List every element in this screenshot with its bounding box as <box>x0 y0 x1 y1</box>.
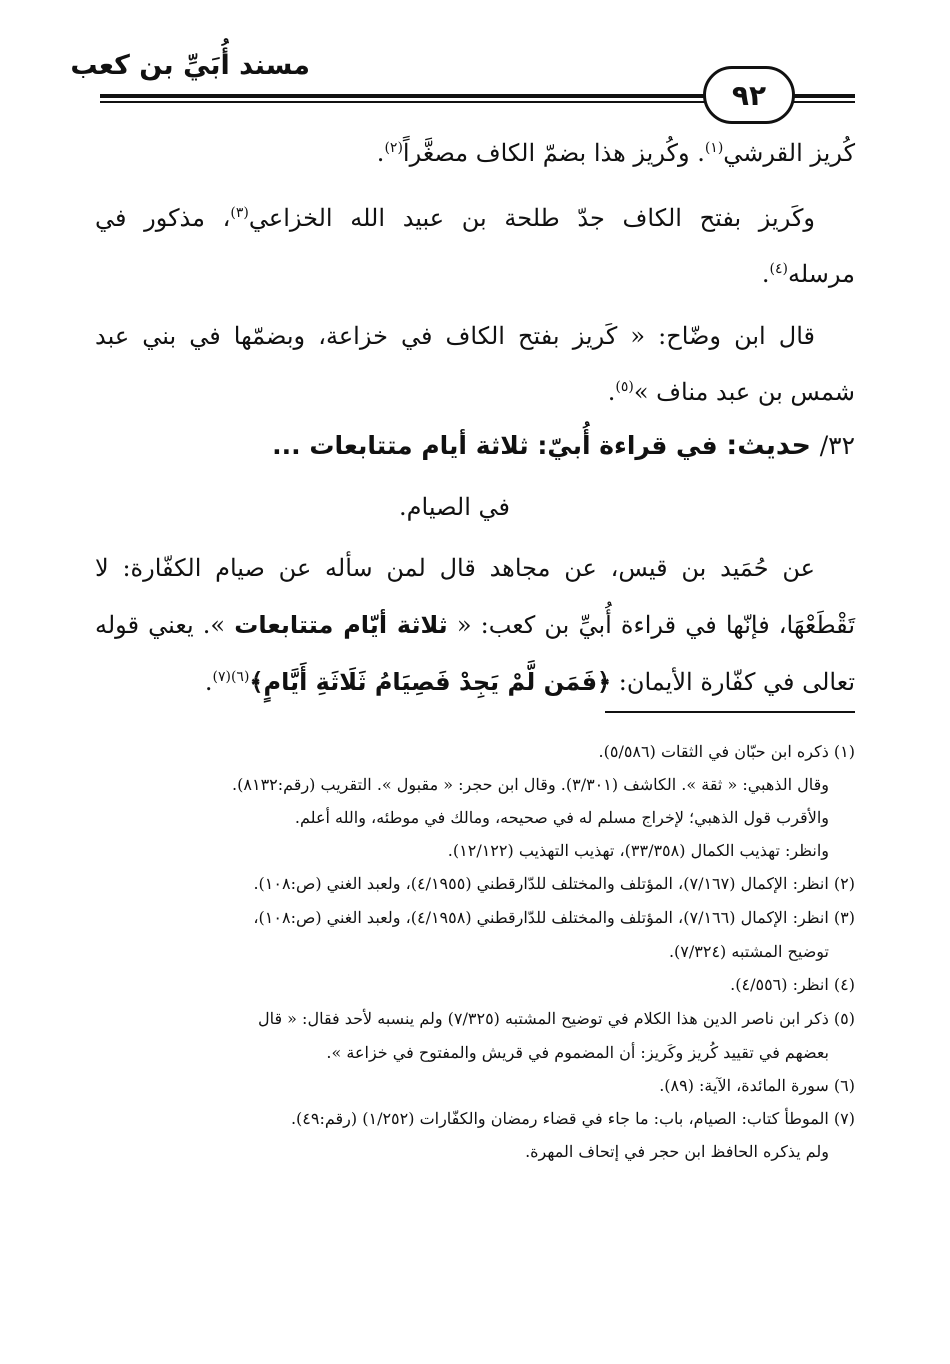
text: وكَريز بفتح الكاف جدّ طلحة بن عبيد الله الخزاعي <box>248 204 815 232</box>
footnote-ref-4: (٤) <box>769 261 788 277</box>
text: . <box>376 139 385 167</box>
footnote-ref-2: (٢) <box>384 140 403 156</box>
footnote-1: (١) ذكره ابن حبّان في الثقات (٥/٥٨٦). <box>598 742 855 761</box>
text: . <box>761 260 770 288</box>
footnote-7: (٧) الموطأ كتاب: الصيام، باب: ما جاء في قضاء رمضان والكفّارات (١/٢٥٢) (رقم:٤٩). <box>290 1109 855 1128</box>
hadith-number: ٣٢/ <box>819 431 855 460</box>
paragraph-karaiz-khuzai <box>95 190 855 302</box>
footnote-ref-1: (١) <box>704 140 724 156</box>
text: . وكُريز هذا بضمّ الكاف مصغَّراً <box>402 139 705 167</box>
hadith-subline: في الصيام. <box>399 493 510 521</box>
footnote-ref-6-7: (٦)(٧) <box>212 669 250 685</box>
quran-verse: ﴿فَمَن لَّمْ يَجِدْ فَصِيَامُ ثَلَاثَةِ أَيَّامٍ﴾ <box>249 668 612 696</box>
footnote-4: (٤) انظر: (٤/٥٥٦). <box>730 975 855 994</box>
footnote-7-line-2: ولم يذكره الحافظ ابن حجر في إتحاف المهرة. <box>525 1142 829 1161</box>
page-number: ٩٢ <box>703 66 795 124</box>
footnote-ref-3: (٣) <box>230 205 249 221</box>
hadith-title: في قراءة أُبيّ: ثلاثة أيام متتابعات ... <box>272 431 718 460</box>
footnote-5: (٥) ذكر ابن ناصر الدين هذا الكلام في توضيح المشتبه (٧/٣٢٥) ولم ينسبه لأحد فقال: « قال <box>257 1009 855 1028</box>
paragraph-kuraiz-qurashi <box>95 125 855 181</box>
footnote-2: (٢) انظر: الإكمال (٧/١٦٧)، المؤتلف والمختلف للدّارقطني (٤/١٩٥٥)، ولعبد الغني (ص:١٠٨). <box>253 874 855 893</box>
paragraph-humaid <box>95 540 855 711</box>
footnote-5-line-2: بعضهم في تقييد كُريز وكَريز: أن المضموم في قريش والمفتوح في خزاعة ». <box>326 1043 829 1062</box>
running-title: مسند أُبَيِّ بن كعب <box>70 50 310 81</box>
qiraah-text: ثلاثة أيّام متتابعات <box>234 611 448 639</box>
text: ، مذكور في مرسله <box>95 204 855 288</box>
paragraph-ibn-waddah <box>95 308 855 420</box>
hadith-keyword: حديث: <box>726 430 811 461</box>
footnote-6: (٦) سورة المائدة، الآية: (٨٩). <box>659 1076 855 1095</box>
footnote-3: (٣) انظر: الإكمال (٧/١٦٦)، المؤتلف والمختلف للدّارقطني (٤/١٩٥٨)، ولعبد الغني (ص:١٠٨)، <box>253 908 855 927</box>
text: كُريز القرشي <box>723 139 855 167</box>
footnote-1-line-2: وقال الذهبي: « ثقة ». الكاشف (٣/٣٠١). وقال ابن حجر: « مقبول ». التقريب (رقم:٨١٣٢). <box>232 775 829 794</box>
footnotes <box>95 735 855 1168</box>
text: ». يعني قوله تعالى في كفّارة الأيمان: <box>95 611 855 696</box>
text: قال ابن وضّاح: « كَريز بفتح الكاف في خزاعة، وبضمّها في بني عبد شمس بن عبد مناف » <box>95 322 855 406</box>
footnote-separator <box>605 711 855 713</box>
footnote-1-line-3: والأقرب قول الذهبي؛ لإخراج مسلم له في صحيحه، ومالك في موطئه، والله أعلم. <box>294 808 829 827</box>
hadith-heading <box>95 418 855 474</box>
footnote-3-line-2: توضيح المشتبه (٧/٣٢٤). <box>668 942 829 961</box>
text: عن حُمَيد بن قيس، عن مجاهد قال لمن سأله عن صيام الكفّارة: لا تَقْطَعْهَا، فإنّها في قراءة أُبيِّ بن كعب: « <box>95 554 856 639</box>
footnote-ref-5: (٥) <box>615 379 634 395</box>
text: . <box>204 668 213 696</box>
text: . <box>607 378 616 406</box>
footnote-1-line-4: وانظر: تهذيب الكمال (٣٣/٣٥٨)، تهذيب التهذيب (١٢/١٢٢). <box>447 841 829 860</box>
